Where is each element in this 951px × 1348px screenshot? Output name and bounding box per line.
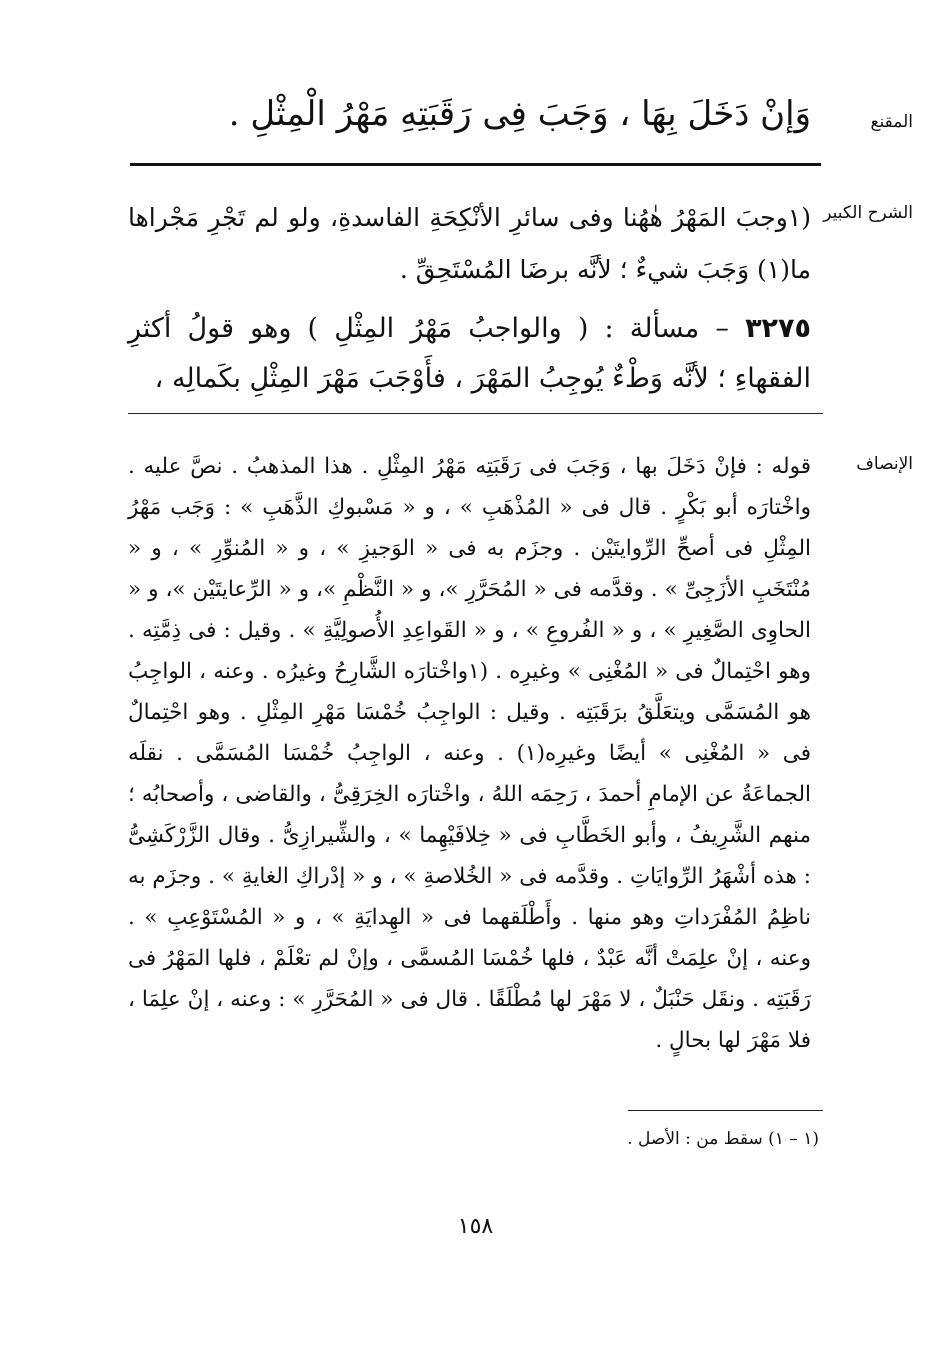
thin-divider (128, 413, 823, 414)
insaf-label: الإنصاف (856, 454, 913, 474)
footnote: (١ – ١) سقط من : الأصل . (627, 1129, 819, 1149)
issue-paragraph (128, 304, 811, 404)
sharh-section (128, 192, 811, 404)
issue-text: – مسألة : ( والواجبُ مَهْرُ المِثْلِ ) وهو قولُ أكثرِ الفقهاءِ ؛ لأنَّه وَطْءٌ يُوجِبُ المَهْرَ ، فأَوْجَبَ مَهْرَ المِثْلِ بكَمالِه ، (128, 313, 811, 394)
page-number: ١٥٨ (457, 1214, 494, 1239)
insaf-paragraph: قوله : فإنْ دَخَلَ بها ، وَجَبَ فى رَقَبَتِه مَهْرُ المِثْلِ . هذا المذهبُ . نصَّ عليه . واخْتارَه أبو بَكْرٍ . قال فى « المُذْهَبِ » ، و « مَسْبوكِ الذَّهَبِ » : وَجَب مَهْرُ المِثْلِ فى أصحِّ الرِّوايتَيْن . وجزَم به فى « الوَجيزِ » ، و « المُنوِّرِ » ، و « مُنْتَخَبِ الأزَجِىِّ » . وقدَّمه فى « المُحَرَّرِ »، و « النَّظْمِ »، و « الرِّعايتَيْن »، و « الحاوِى الصَّغِيرِ » ، و « الفُروعِ » ، و « القَواعِدِ الأُصولِيَّةِ » . وقيل : فى ذِمَّتِه . وهو احْتِمالٌ فى « المُغْنِى » وغيرِه . (١واخْتارَه الشَّارِحُ وغيرُه . وعنه ، الواجِبُ هو المُسَمَّى ويتعَلَّقُ برَقَبَتِه . وقيل : الواجِبُ خُمْسَا مَهْرِ المِثْلِ . وهو احْتِمالٌ فى « المُغْنِى » أيضًا وغيرِه(١) . وعنه ، الواجِبُ خُمْسَا المُسَمَّى . نقلَه الجماعَةُ عن الإمامِ أحمدَ ، رَحِمَه اللهُ ، واخْتارَه الخِرَقِىُّ ، والقاضى ، وأصحابُه ؛ منهم الشَّرِيفُ ، وأبو الخَطَّابِ فى « خِلافَيْهِما » ، والشِّيرازِىُّ . وقال الزَّرْكَشِىُّ : هذه أشْهَرُ الرِّوايَاتِ . وقدَّمه فى « الخُلاصةِ » ، و « إدْراكِ الغايةِ » . وجزَم به ناظِمُ المُفْرَداتِ وهو منها . وأَطْلَقهما فى « الهِدايَةِ » ، و « المُسْتَوْعِبِ » . وعنه ، إنْ علِمَتْ أنَّه عَبْدٌ ، فلها خُمْسَا المُسمَّى ، وإنْ لم تعْلَمْ ، فلها المَهْرُ فى رَقَبَتِه . ونقَل حَنْبَلٌ ، لا مَهْرَ لها مُطْلَقًا . قال فى « المُحَرَّرِ » : وعنه ، إنْ علِمَا ، فلا مَهْرَ لها بحالٍ . (128, 454, 811, 1053)
muqni-text: وَإنْ دَخَلَ بِهَا ، وَجَبَ فِى رَقَبَتِهِ مَهْرُ الْمِثْلِ . (228, 94, 811, 134)
thick-divider (130, 163, 821, 166)
issue-number: ٣٢٧٥ (745, 313, 811, 344)
sharh-label: الشرح الكبير (823, 203, 913, 223)
sharh-paragraph: (١وجبَ المَهْرُ هٰهُنا وفى سائرِ الأنْكِحَةِ الفاسدةِ، ولو لم تَجْرِ مَجْراها ما(١) وَجَبَ شيءٌ ؛ لأنَّه برضَا المُسْتَحِقِّ . (128, 203, 811, 284)
footnote-divider (628, 1110, 823, 1111)
insaf-section (128, 446, 811, 1061)
muqni-label: المقنع (870, 112, 913, 132)
